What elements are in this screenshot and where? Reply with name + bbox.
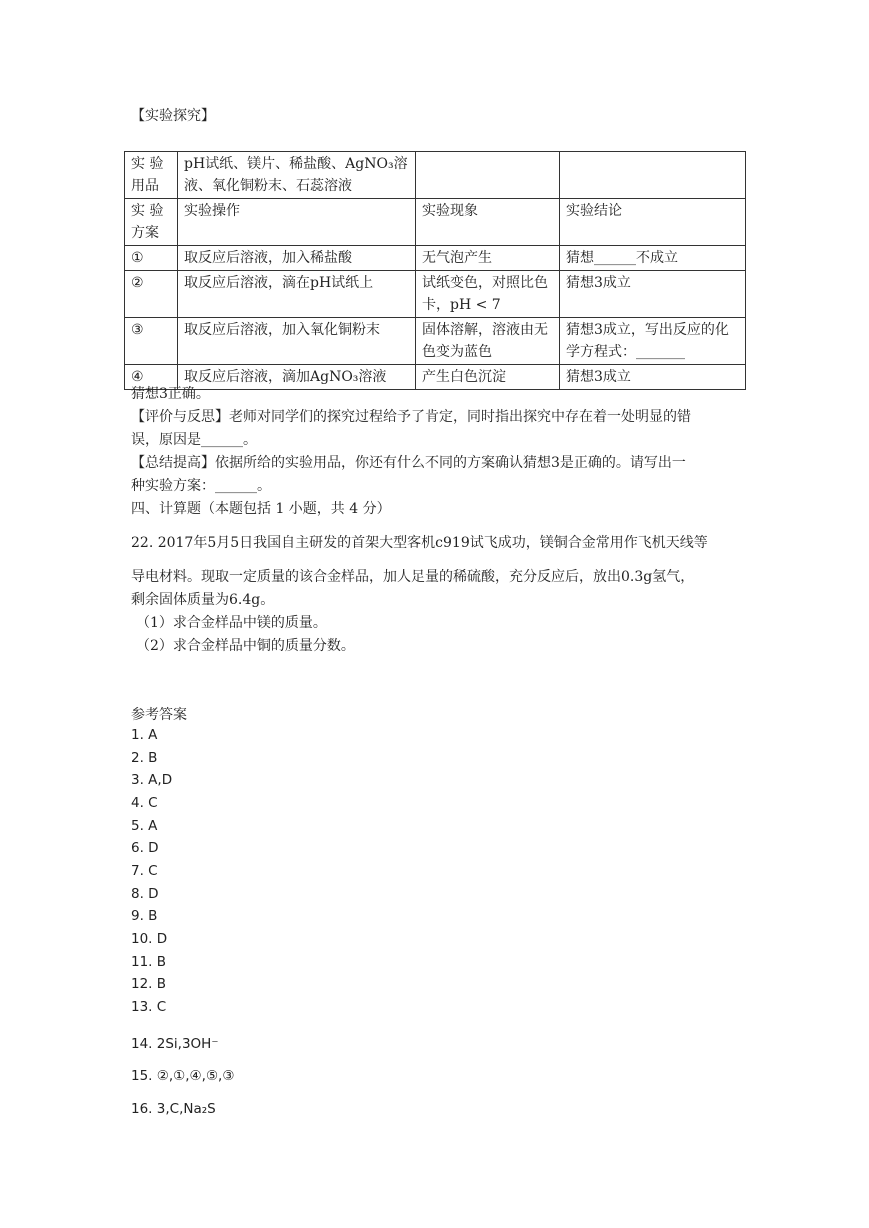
text-line: 四、计算题（本题包括 1 小题，共 4 分） — [131, 501, 391, 517]
answer-item: 9. B — [131, 908, 158, 924]
section-heading: 【实验探究】 — [131, 108, 215, 124]
table-cell: 产生白色沉淀 — [416, 365, 560, 390]
text-line: 种实验方案：______。 — [131, 478, 271, 494]
table-cell: 实 验 方案 — [125, 199, 178, 246]
answer-item: 1. A — [131, 727, 158, 743]
table-cell — [560, 152, 746, 199]
answer-item: 2. B — [131, 750, 158, 766]
text-line: （1）求合金样品中镁的质量。 — [136, 615, 327, 631]
table-row — [125, 152, 746, 199]
answer-item: 14. 2Si,3OH⁻ — [131, 1036, 219, 1052]
table-cell: 取反应后溶液，加入氧化铜粉末 — [178, 318, 416, 365]
text-line: 误，原因是______。 — [131, 432, 257, 448]
table-cell: 猜想3成立 — [560, 271, 746, 318]
table-cell: 猜想______不成立 — [560, 246, 746, 271]
table-row — [125, 199, 746, 246]
table-row — [125, 246, 746, 271]
table-cell: ② — [125, 271, 178, 318]
text-line: 导电材料。现取一定质量的该合金样品，加人足量的稀硫酸，充分反应后，放出0.3g氢气， — [131, 569, 695, 585]
text-line: 剩余固体质量为6.4g。 — [131, 592, 275, 608]
table-cell: ① — [125, 246, 178, 271]
text-line: 【评价与反思】老师对同学们的探究过程给予了肯定，同时指出探究中存在着一处明显的错 — [131, 409, 691, 425]
table-cell: ③ — [125, 318, 178, 365]
table-cell: ④ — [125, 365, 178, 390]
answer-item: 11. B — [131, 954, 167, 970]
answer-item: 12. B — [131, 976, 167, 992]
table-cell: 猜想3成立，写出反应的化学方程式：_______ — [560, 318, 746, 365]
answer-item: 13. C — [131, 999, 167, 1015]
table-cell: 取反应后溶液，滴加AgNO₃溶液 — [178, 365, 416, 390]
table-cell: 实验结论 — [560, 199, 746, 246]
answer-item: 4. C — [131, 795, 158, 811]
table-cell: 实 验 用品 — [125, 152, 178, 199]
answer-item: 6. D — [131, 840, 159, 856]
answers-heading: 参考答案 — [131, 707, 187, 723]
table-cell: 试纸变色，对照比色卡，pH < 7 — [416, 271, 560, 318]
table-row — [125, 318, 746, 365]
answer-item: 8. D — [131, 886, 159, 902]
answer-item: 7. C — [131, 863, 158, 879]
table-row — [125, 365, 746, 390]
text-line: （2）求合金样品中铜的质量分数。 — [136, 638, 355, 654]
answer-item: 16. 3,C,Na₂S — [131, 1101, 216, 1117]
answer-item: 10. D — [131, 931, 168, 947]
table-cell: pH试纸、镁片、稀盐酸、AgNO₃溶液、氧化铜粉末、石蕊溶液 — [178, 152, 416, 199]
answer-item: 15. ②,①,④,⑤,③ — [131, 1068, 235, 1084]
table-cell: 取反应后溶液，滴在pH试纸上 — [178, 271, 416, 318]
answer-item: 5. A — [131, 818, 158, 834]
table-cell: 取反应后溶液，加入稀盐酸 — [178, 246, 416, 271]
text-line: 【总结提高】依据所给的实验用品，你还有什么不同的方案确认猜想3是正确的。请写出一 — [131, 455, 686, 471]
table-cell: 实验现象 — [416, 199, 560, 246]
text-line: 22. 2017年5月5日我国自主研发的首架大型客机c919试飞成功，镁铜合金常用作飞机天线等 — [131, 535, 708, 551]
text-line: 猜想3正确。 — [131, 386, 210, 402]
table-row — [125, 271, 746, 318]
answer-item: 3. A,D — [131, 772, 173, 788]
experiment-table — [124, 151, 746, 390]
table-cell: 猜想3成立 — [560, 365, 746, 390]
table-cell: 实验操作 — [178, 199, 416, 246]
table-cell — [416, 152, 560, 199]
table-cell: 固体溶解，溶液由无色变为蓝色 — [416, 318, 560, 365]
table-cell: 无气泡产生 — [416, 246, 560, 271]
